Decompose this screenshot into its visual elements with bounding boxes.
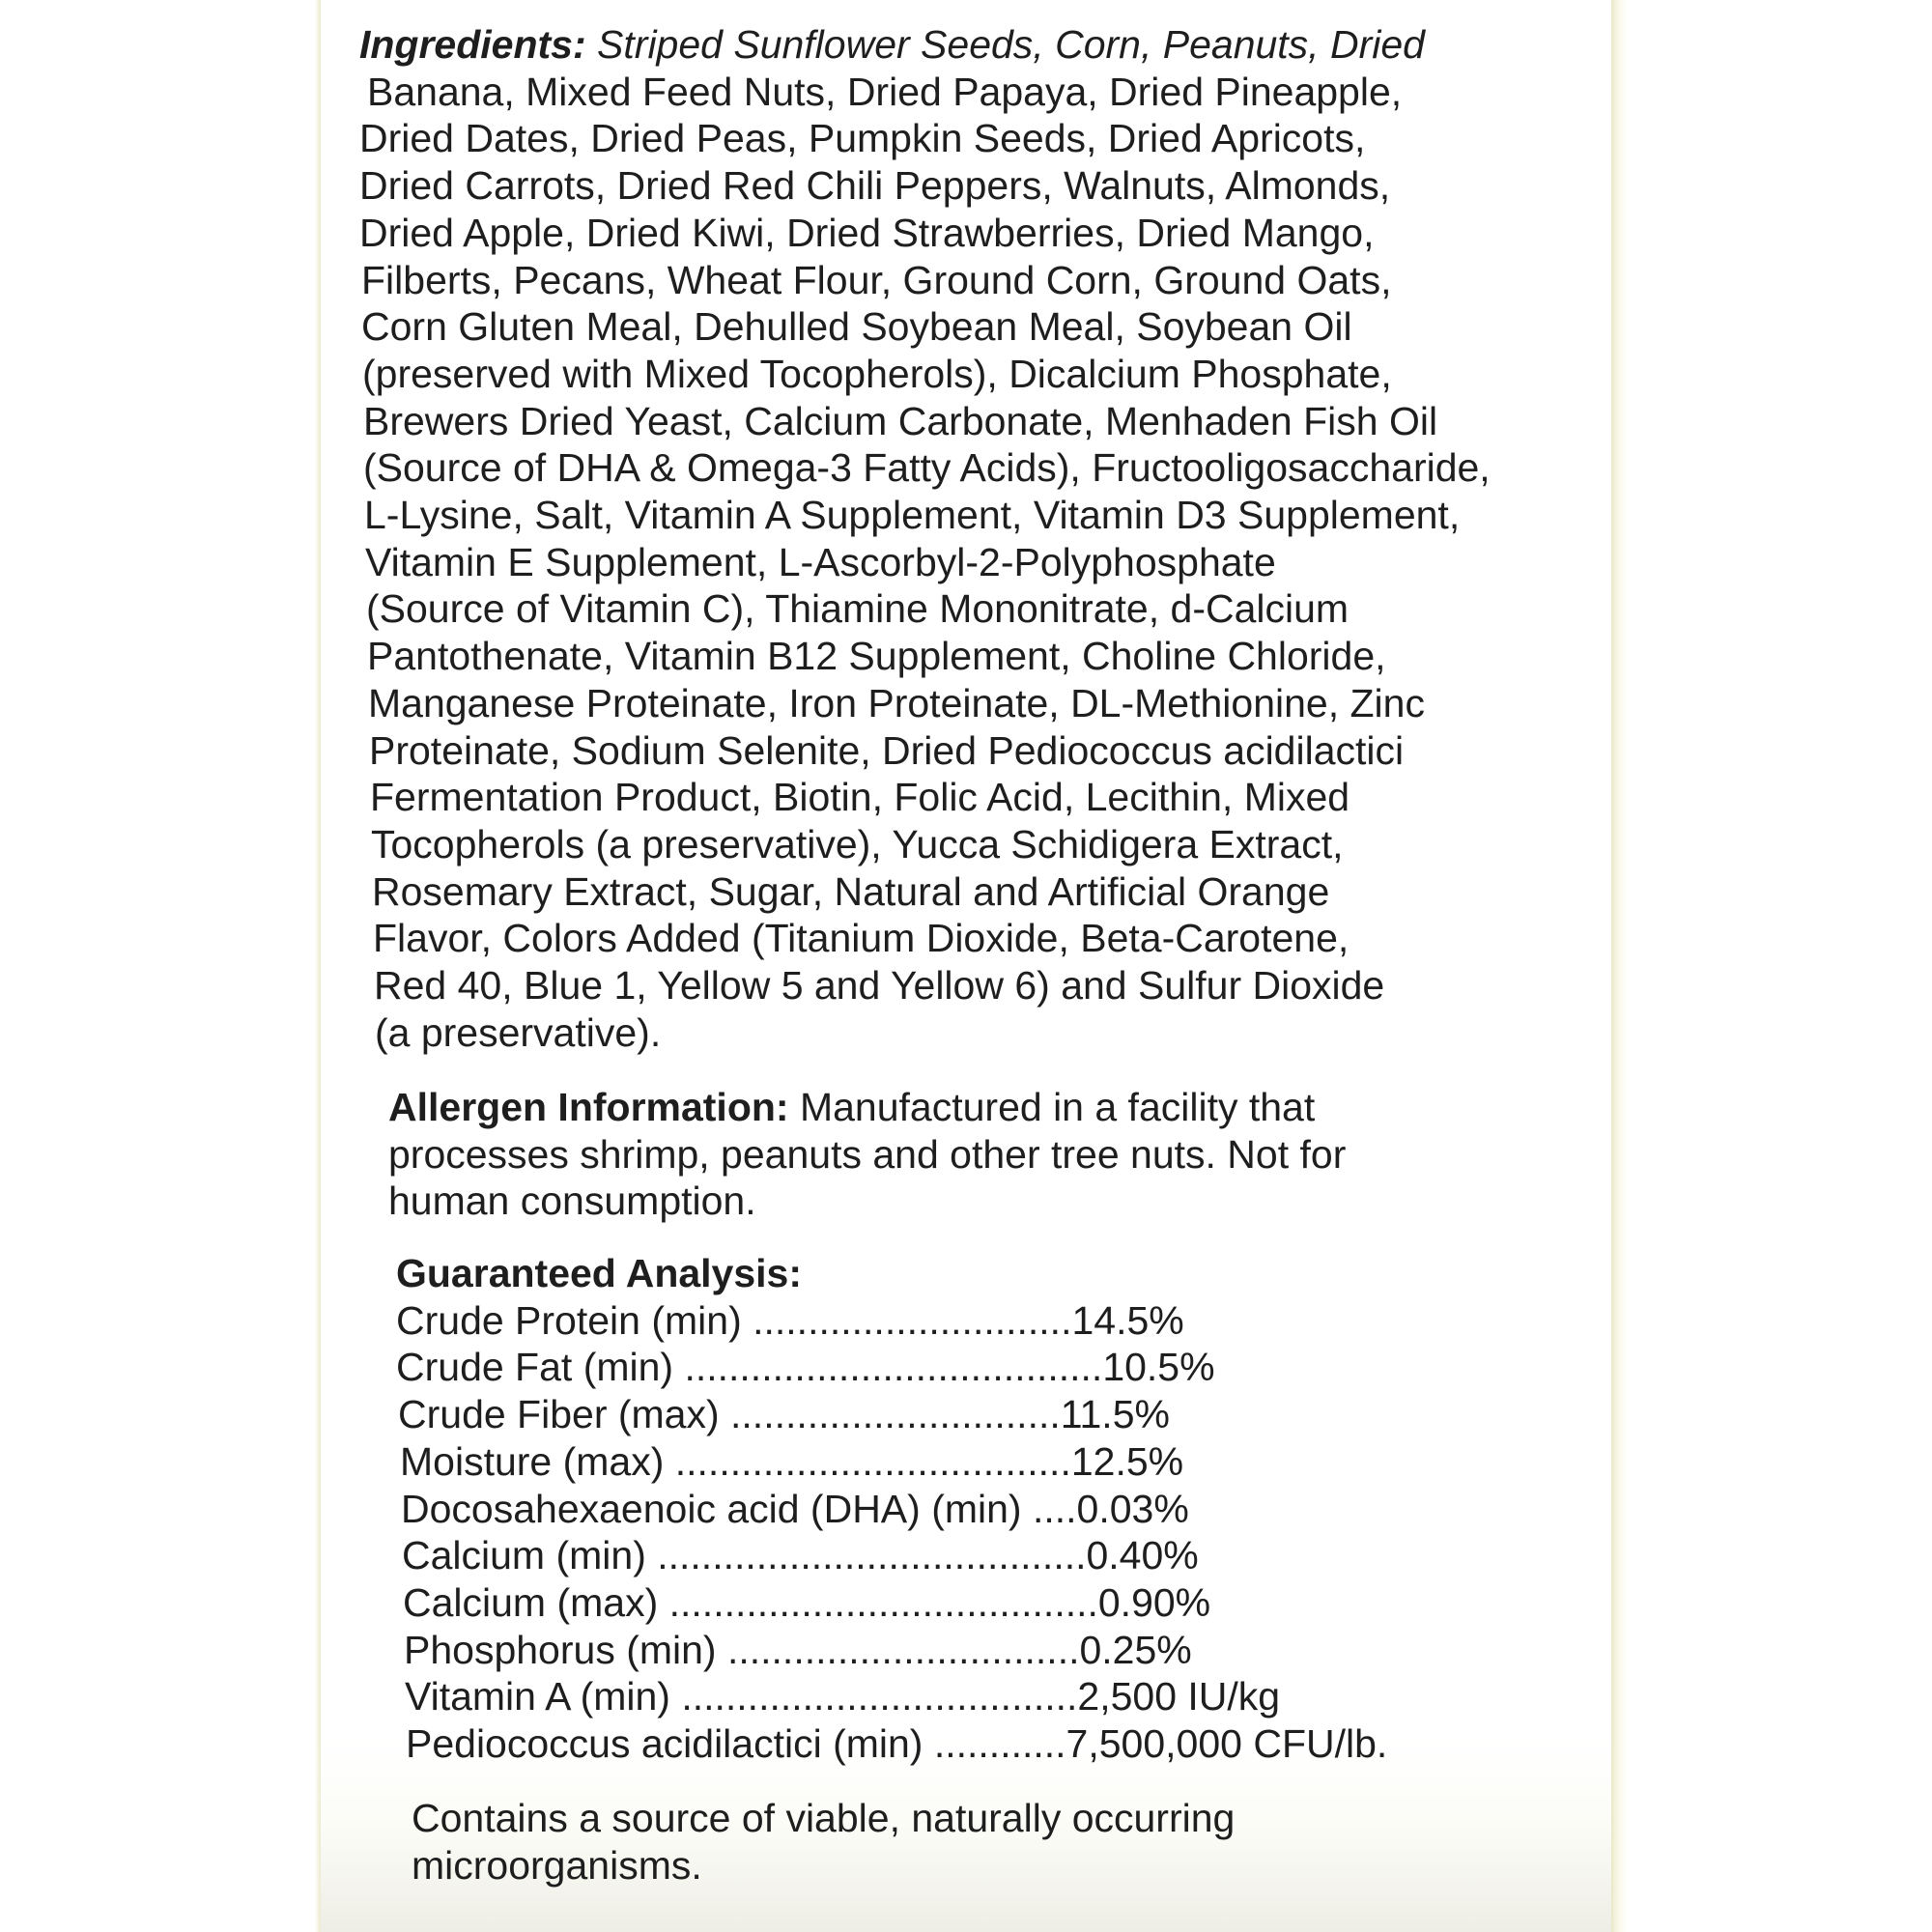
note-line: Contains a source of viable, naturally occurring: [412, 1796, 1236, 1840]
analysis-row: Calcium (min) .......................................0.40%: [402, 1533, 1199, 1578]
analysis-row: Crude Fat (min) ......................................10.5%: [396, 1345, 1215, 1390]
analysis-row: Crude Protein (min) .............................14.5%: [396, 1297, 1184, 1343]
ingredients-line: Fermentation Product, Biotin, Folic Acid, Lecithin, Mixed: [370, 775, 1350, 820]
ingredients-line: Manganese Proteinate, Iron Proteinate, DL-Methionine, Zinc: [368, 680, 1425, 725]
guaranteed-analysis-section: [396, 1250, 1604, 1768]
ingredients-line: (Source of DHA & Omega-3 Fatty Acids), Fructooligosaccharide,: [363, 445, 1491, 491]
microorganisms-note: [412, 1795, 1600, 1889]
allergen-line: processes shrimp, peanuts and other tree nuts. Not for: [388, 1131, 1347, 1177]
ingredients-line: [359, 21, 1605, 69]
ingredients-line: Filberts, Pecans, Wheat Flour, Ground Corn, Ground Oats,: [361, 257, 1392, 302]
ingredients-line: Pantothenate, Vitamin B12 Supplement, Choline Chloride,: [367, 634, 1386, 679]
ingredients-line: (Source of Vitamin C), Thiamine Mononitrate, d-Calcium: [366, 586, 1350, 632]
ingredients-heading: Ingredients:: [359, 22, 586, 67]
ingredients-line: Dried Carrots, Dried Red Chili Peppers, Walnuts, Almonds,: [359, 163, 1391, 209]
allergen-line: human consumption.: [388, 1179, 756, 1224]
ingredients-line: Dried Apple, Dried Kiwi, Dried Strawberries, Dried Mango,: [359, 210, 1375, 255]
analysis-row: Vitamin A (min) ....................................2,500 IU/kg: [405, 1674, 1281, 1719]
analysis-row: Docosahexaenoic acid (DHA) (min) ....0.03%: [401, 1486, 1189, 1531]
analysis-row: Pediococcus acidilactici (min) ............7,500,000 CFU/lb.: [406, 1721, 1388, 1767]
analysis-row: Crude Fiber (max) ..............................11.5%: [398, 1392, 1170, 1437]
allergen-heading: Allergen Information:: [388, 1085, 789, 1129]
ingredients-section: [359, 21, 1605, 1056]
ingredients-line: (a preservative).: [375, 1009, 662, 1055]
ingredients-line: Flavor, Colors Added (Titanium Dioxide, Beta-Carotene,: [373, 916, 1350, 961]
ingredients-line: Red 40, Blue 1, Yellow 5 and Yellow 6) and Sulfur Dioxide: [374, 963, 1385, 1009]
allergen-section: [388, 1084, 1596, 1225]
ingredients-line: Corn Gluten Meal, Dehulled Soybean Meal, Soybean Oil: [361, 304, 1352, 350]
ingredients-line: Dried Dates, Dried Peas, Pumpkin Seeds, Dried Apricots,: [359, 116, 1366, 161]
analysis-row: Calcium (max) .......................................0.90%: [403, 1579, 1211, 1625]
package-edge-right: [1611, 0, 1932, 1932]
ingredients-line: Brewers Dried Yeast, Calcium Carbonate, Menhaden Fish Oil: [363, 398, 1438, 443]
allergen-line: [388, 1084, 1596, 1131]
analysis-row: Phosphorus (min) ................................0.25%: [404, 1627, 1192, 1672]
ingredients-line: Vitamin E Supplement, L-Ascorbyl-2-Polyphosphate: [365, 539, 1276, 584]
package-edge-left: [0, 0, 321, 1932]
ingredients-line: Tocopherols (a preservative), Yucca Schidigera Extract,: [371, 821, 1344, 867]
guaranteed-analysis-heading: Guaranteed Analysis:: [396, 1251, 803, 1295]
ingredients-line: Proteinate, Sodium Selenite, Dried Pediococcus acidilactici: [369, 727, 1405, 773]
analysis-row: Moisture (max) ....................................12.5%: [400, 1438, 1184, 1484]
ingredients-line: (preserved with Mixed Tocopherols), Dicalcium Phosphate,: [362, 351, 1392, 396]
allergen-text: Manufactured in a facility that: [788, 1085, 1316, 1129]
note-line: microorganisms.: [412, 1842, 702, 1888]
ingredients-line: L-Lysine, Salt, Vitamin A Supplement, Vitamin D3 Supplement,: [364, 493, 1461, 538]
ingredients-line: Rosemary Extract, Sugar, Natural and Artificial Orange: [372, 868, 1330, 914]
ingredients-text: Striped Sunflower Seeds, Corn, Peanuts, Dried: [597, 22, 1425, 67]
ingredients-line: Banana, Mixed Feed Nuts, Dried Papaya, Dried Pineapple,: [367, 69, 1403, 114]
